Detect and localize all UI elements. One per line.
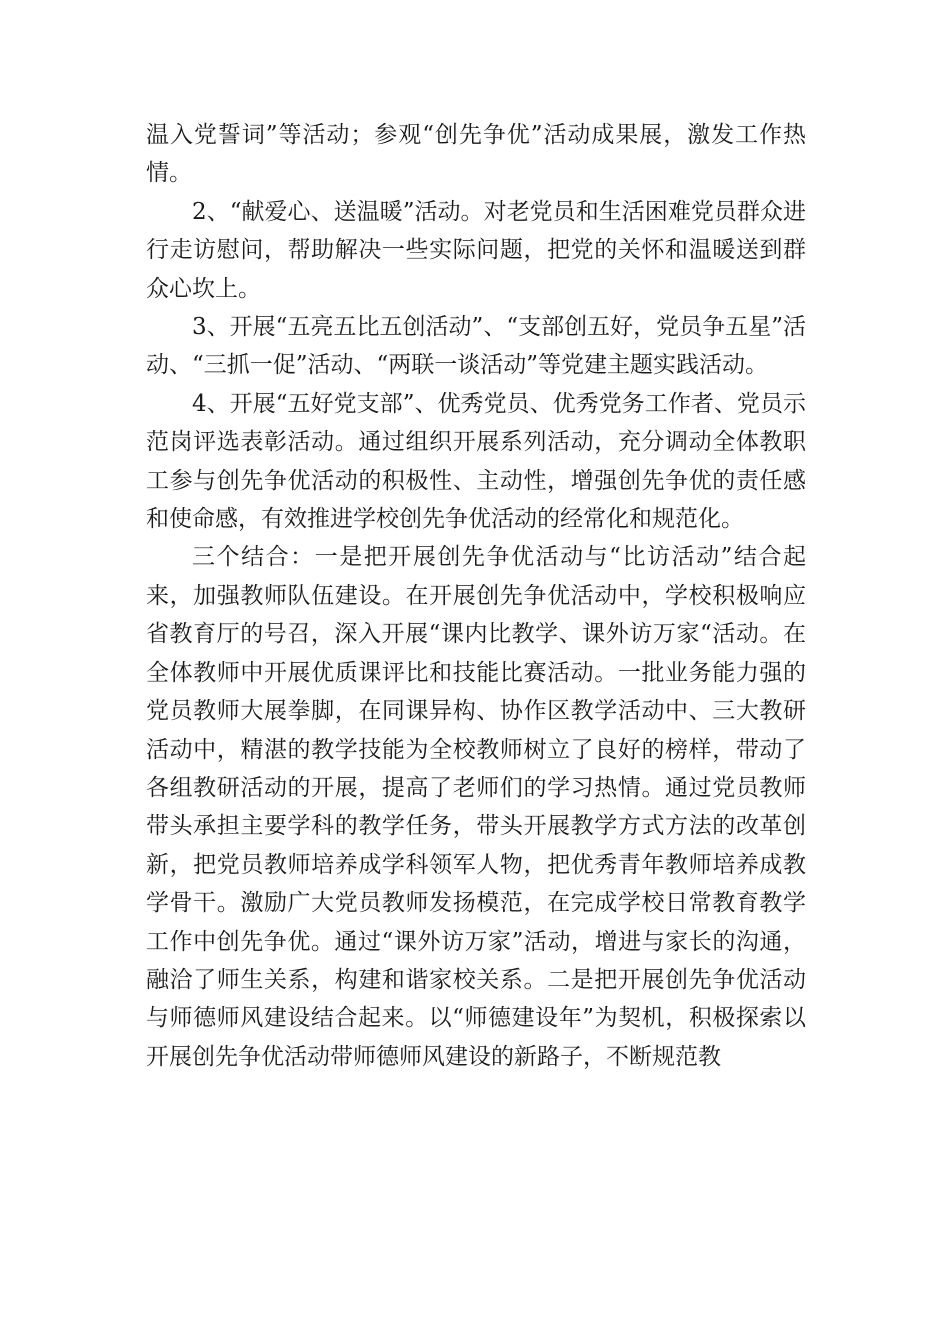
paragraph-item-4: 4、开展“五好党支部”、优秀党员、优秀党务工作者、党员示范岗评选表彰活动。通过组织开展系列活动，充分调动全体教职工参与创先争优活动的积极性、主动性，增强创先争优的责任感和使命感，有效推进学校创先争优活动的经常化和规范化。: [146, 390, 806, 533]
paragraph-item-3: 3、开展“五亮五比五创活动”、“支部创五好，党员争五星”活动、“三抓一促”活动、“两联一谈活动”等党建主题实践活动。: [146, 314, 806, 379]
paragraph-three-combinations: 三个结合：一是把开展创先争优活动与“比访活动”结合起来，加强教师队伍建设。在开展创先争优活动中，学校积极响应省教育厅的号召，深入开展“课内比教学、课外访万家“活动。在全体教师中开展优质课评比和技能比赛活动。一批业务能力强的党员教师大展拳脚，在同课异构、协作区教学活动中、三大教研活动中，精湛的教学技能为全校教师树立了良好的榜样，带动了各组教研活动的开展，提高了老师们的学习热情。通过党员教师带头承担主要学科的教学任务，带头开展教学方式方法的改革创新，把党员教师培养成学科领军人物，把优秀青年教师培养成教学骨干。激励广大党员教师发扬模范，在完成学校日常教育教学工作中创先争优。通过“课外访万家”活动，增进与家长的沟通，融洽了师生关系，构建和谐家校关系。二是把开展创先争优活动与师德师风建设结合起来。以“师德建设年”为契机，积极探索以开展创先争优活动带师德师风建设的新路子，不断规范教: [146, 544, 806, 1070]
paragraph-continuation: 温入党誓词”等活动；参观“创先争优”活动成果展，激发工作热情。: [146, 122, 806, 187]
document-page: [146, 116, 806, 1076]
paragraph-item-2: 2、“献爱心、送温暖”活动。对老党员和生活困难党员群众进行走访慰问，帮助解决一些实际问题，把党的关怀和温暖送到群众心坎上。: [146, 198, 806, 302]
